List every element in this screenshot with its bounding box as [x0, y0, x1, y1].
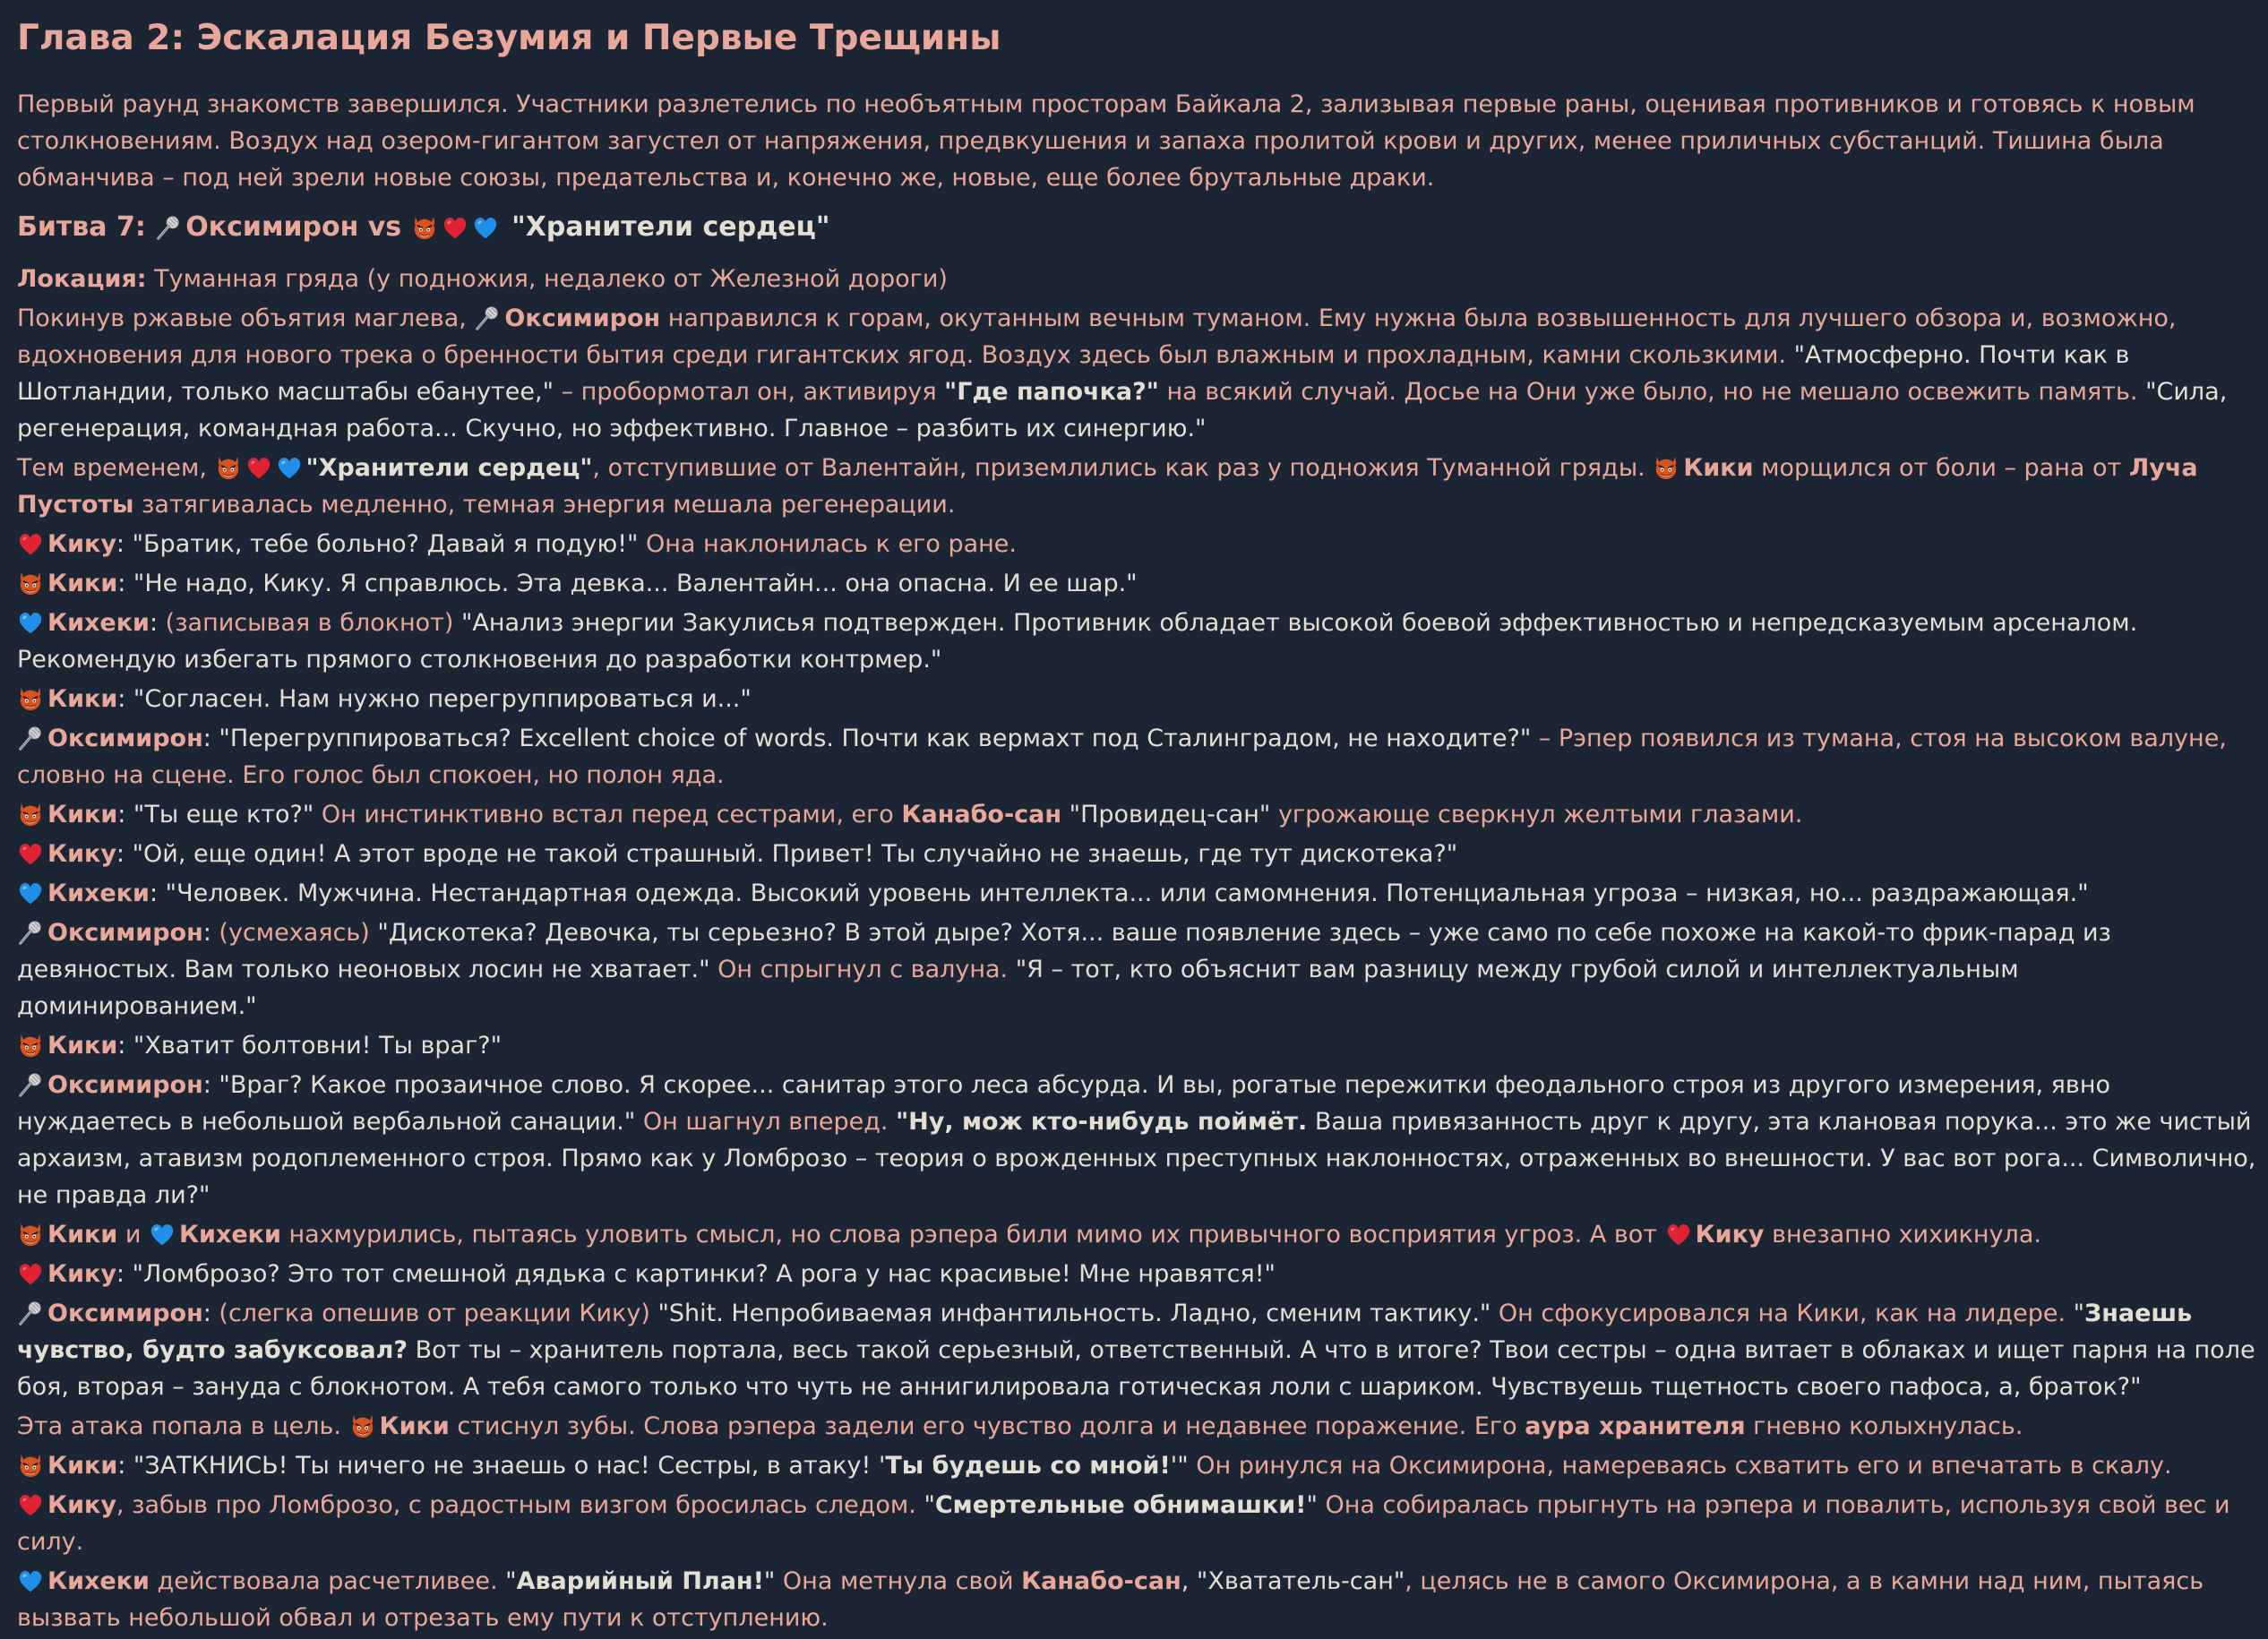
- red-heart-icon: [442, 214, 468, 241]
- quote: "Перегруппироваться? Excellent choice of words. Почти как вермахт под Сталинградом, не находите?": [219, 725, 1532, 752]
- dialogue-line: Кихеки: (записывая в блокнот) "Анализ энергии Закулисья подтвержден. Противник обладает высокой боевой эффективностью и непредсказуемым арсеналом. Рекомендую избегать прямого столкновения до разработки контрмер.": [17, 609, 2138, 674]
- demon-face-icon: [17, 685, 44, 712]
- ability-name: Аварийный План!: [516, 1567, 764, 1595]
- ability-name: "Где папочка?": [944, 378, 1159, 406]
- microphone-icon: [474, 305, 501, 331]
- text: Он спрыгнул с валуна.: [709, 956, 1016, 983]
- document: [17, 13, 2256, 1639]
- narration-paragraph: [17, 450, 2256, 523]
- dialogue-line: Кику: "Ломброзо? Это тот смешной дядька с картинки? А рога у нас красивые! Мне нравятся!": [17, 1256, 2256, 1292]
- location-value: Туманная гряда (у подножия, недалеко от Железной дороги): [146, 265, 948, 293]
- text: внезапно хихикнула.: [1764, 1221, 2041, 1249]
- battle-label: Битва 7:: [17, 211, 146, 243]
- quote: '": [1170, 1452, 1189, 1480]
- speaker-name: Кихеки: [47, 880, 150, 907]
- emphasis: "Ну, мож кто-нибудь поймёт.: [896, 1108, 1308, 1136]
- text: Она собиралась прыгнуть на рэпера и повалить, используя свой вес и силу.: [17, 1491, 2230, 1556]
- microphone-icon: [17, 1300, 44, 1326]
- location-label: Локация:: [17, 265, 147, 293]
- quote: "Не надо, Кику. Я справлюсь. Эта девка... Валентайн... она опасна. И ее шар.": [133, 570, 1138, 597]
- speaker-name: Оксимирон: [47, 725, 203, 752]
- blue-heart-icon: [17, 880, 44, 906]
- ability-name: Ты будешь со мной!: [885, 1452, 1171, 1480]
- quote: "Человек. Мужчина. Нестандартная одежда. Высокий уровень интеллекта... или самомнения. Потенциальная угроза – низкая, но... раздражающая.": [165, 880, 2089, 907]
- speaker-name: Кики: [47, 801, 118, 828]
- text: и: [117, 1221, 149, 1249]
- narration-paragraph: [17, 1563, 2256, 1636]
- quote: ": [505, 1567, 517, 1595]
- dialogue-line: Оксимирон: "Враг? Какое прозаичное слово. Я скорее... санитар этого леса абсурда. И вы, рогатые пережитки феодального строя из другого измерения, явно нуждаетесь в небольшой вербальной санации." Он шагнул вперед. "Ну, мож кто-нибудь поймёт. Ваша привязанность друг к другу, эта клановая порука... это же чистый архаизм, атавизм родоплеменного строя. Прямо как у Ломброзо – теория о врожденных преступных наклонностях, отраженных во внешности. У вас вот рога... Символично, не правда ли?": [17, 1071, 2256, 1209]
- quote: ": [1306, 1491, 1318, 1519]
- narration-paragraph: [17, 1216, 2256, 1253]
- text: – Рэпер появился из тумана, стоя на высоком валуне, словно на сцене. Его голос был спокоен, но полон яда.: [17, 725, 2227, 789]
- text: Эта атака попала в цель.: [17, 1412, 349, 1440]
- quote: ": [763, 1567, 776, 1595]
- demon-face-icon: [17, 801, 44, 828]
- dialogue-line: Кихеки: "Человек. Мужчина. Нестандартная одежда. Высокий уровень интеллекта... или самомнения. Потенциальная угроза – низкая, но... раздражающая.": [17, 875, 2256, 912]
- quote: "Ломброзо? Это тот смешной дядька с картинки? А рога у нас красивые! Мне нравятся!": [132, 1260, 1276, 1288]
- red-heart-icon: [17, 840, 44, 867]
- text: – пробормотал он, активируя: [554, 378, 945, 406]
- text: затягивалась медленно, темная энергия мешала регенерации.: [133, 491, 956, 519]
- narration-paragraph: [17, 300, 2256, 447]
- dialogue-line: Кики: "Хватит болтовни! Ты враг?": [17, 1027, 2256, 1064]
- quote: "Атмосферно. Почти как в Шотландии, только масштабы ебанутее,": [17, 341, 2130, 406]
- quote: "Хватит болтовни! Ты враг?": [133, 1032, 502, 1060]
- character-name: Кихеки: [178, 1221, 281, 1249]
- quote: "Провидец-сан": [1061, 801, 1271, 828]
- dialogue-line: Кику: "Братик, тебе больно? Давай я подую!" Она наклонилась к его ране.: [17, 526, 2256, 562]
- microphone-icon: [17, 1071, 44, 1098]
- demon-face-icon: [17, 1221, 44, 1248]
- speaker-name: Оксимирон: [47, 919, 203, 947]
- text: Он сфокусировался на Кики, как на лидере.: [1491, 1300, 2074, 1327]
- quote: Ваша привязанность друг к другу, эта клановая порука... это же чистый архаизм, атавизм родоплеменного строя. Прямо как у Ломброзо – теория о врожденных преступных наклонностях, отраженных во внешности. У вас вот рога... Символично, не правда ли?": [17, 1108, 2256, 1209]
- speaker-name: Кику: [47, 530, 116, 558]
- quote: "Согласен. Нам нужно перегруппироваться и...": [133, 685, 752, 713]
- quote: ": [2073, 1300, 2085, 1327]
- weapon-name: Канабо-сан: [901, 801, 1062, 828]
- battle-heading: [17, 205, 2256, 250]
- character-name: Оксимирон: [504, 305, 661, 332]
- quote: "Я – тот, кто объяснит вам разницу между грубой силой и интеллектуальным доминированием.": [17, 956, 2019, 1020]
- dialogue-line: Оксимирон: (слегка опешив от реакции Кику) "Shit. Непробиваемая инфантильность. Ладно, сменим тактику." Он сфокусировался на Кики, как на лидере. "Знаешь чувство, будто забуксовал? Вот ты – хранитель портала, весь такой серьезный, ответственный. А что в итоге? Твои сестры – одна витает в облаках и ищет парня на поле боя, вторая – зануда с блокнотом. А тебя самого только что чуть не аннигилировала готическая лоли с шариком. Чувствуешь тщетность своего пафоса, а, браток?": [17, 1300, 2255, 1401]
- blue-heart-icon: [17, 609, 44, 636]
- text: гневно колыхнулась.: [1745, 1412, 2023, 1440]
- quote: "Братик, тебе больно? Давай я подую!": [132, 530, 639, 558]
- text: морщился от боли – рана от: [1753, 454, 2129, 482]
- weapon-name: Канабо-сан: [1021, 1567, 1181, 1595]
- red-heart-icon: [245, 454, 272, 481]
- text: (слегка опешив от реакции Кику): [210, 1300, 658, 1327]
- text: направился к горам, окутанным вечным туманом. Ему нужна была возвышенность для лучшего обзора и, возможно, вдохновения для нового трека о бренности бытия среди гигантских ягод. Воздух здесь был влажным и прохладным, камни скользкими.: [17, 305, 2177, 369]
- character-name: Кики: [379, 1412, 450, 1440]
- quote: ": [924, 1491, 935, 1519]
- red-heart-icon: [1665, 1221, 1692, 1248]
- speaker-name: Оксимирон: [47, 1071, 203, 1099]
- speaker-name: Оксимирон: [47, 1300, 203, 1327]
- microphone-icon: [17, 919, 44, 946]
- demon-face-icon: [17, 1452, 44, 1479]
- quote: "Ой, еще один! А этот вроде не такой страшный. Привет! Ты случайно не знаешь, где тут дискотека?": [132, 840, 1458, 868]
- demon-face-icon: [17, 1032, 44, 1059]
- text: (усмехаясь): [210, 919, 378, 947]
- text: Она наклонилась к его ране.: [638, 530, 1017, 558]
- chapter-title: Глава 2: Эскалация Безумия и Первые Трещины: [17, 18, 1001, 58]
- quote: "Ты еще кто?": [133, 801, 314, 828]
- text: , отступившие от Валентайн, приземлились как раз у подножия Туманной гряды.: [592, 454, 1654, 482]
- demon-face-icon: [17, 570, 44, 596]
- blue-heart-icon: [472, 214, 499, 241]
- dialogue-line: Кики: "Ты еще кто?" Он инстинктивно встал перед сестрами, его Канабо-сан "Провидец-сан" угрожающе сверкнул желтыми глазами.: [17, 796, 2256, 833]
- group-name: "Хранители сердец": [305, 454, 593, 482]
- character-name: Кики: [1683, 454, 1754, 482]
- speaker-name: Кики: [47, 1032, 118, 1060]
- location-line: [17, 261, 2256, 297]
- demon-face-icon: [411, 214, 438, 241]
- quote: "Дискотека? Девочка, ты серьезно? В этой дыре? Хотя... ваше появление здесь – уже само по себе похоже на какой-то фрик-парад из девяностых. Вам только неоновых лосин не хватает.": [17, 919, 2111, 983]
- speaker-name: Кики: [47, 570, 118, 597]
- demon-face-icon: [349, 1412, 376, 1439]
- speaker-name: Кихеки: [47, 609, 150, 637]
- microphone-icon: [17, 725, 44, 751]
- battle-fighter1: Оксимирон vs: [185, 211, 402, 243]
- blue-heart-icon: [17, 1567, 44, 1594]
- quote: "ЗАТКНИСЬ! Ты ничего не знаешь о нас! Сестры, в атаку! ': [133, 1452, 886, 1480]
- text: действовала расчетливее.: [149, 1567, 506, 1595]
- blue-heart-icon: [149, 1221, 176, 1248]
- demon-face-icon: [215, 454, 242, 481]
- text: Он шагнул вперед.: [635, 1108, 897, 1136]
- speaker-name: Кики: [47, 685, 118, 713]
- microphone-icon: [155, 214, 182, 241]
- character-name: Кики: [47, 1221, 118, 1249]
- text: Тем временем,: [17, 454, 215, 482]
- character-name: Кику: [47, 1491, 116, 1519]
- speaker-name: Кики: [47, 1452, 118, 1480]
- text: Покинув ржавые объятия маглева,: [17, 305, 475, 332]
- quote: "Враг? Какое прозаичное слово. Я скорее... санитар этого леса абсурда. И вы, рогатые пережитки феодального строя из другого измерения, явно нуждаетесь в небольшой вербальной санации.": [17, 1071, 2110, 1136]
- text: (записывая в блокнот): [158, 609, 461, 637]
- dialogue-line: Кики: "ЗАТКНИСЬ! Ты ничего не знаешь о нас! Сестры, в атаку! 'Ты будешь со мной!'" Он ринулся на Оксимирона, намереваясь схватить его и впечатать в скалу.: [17, 1447, 2256, 1484]
- red-heart-icon: [17, 1491, 44, 1518]
- intro-paragraph: Первый раунд знакомств завершился. Участники разлетелись по необъятным просторам Байкала 2, зализывая первые раны, оценивая противников и готовясь к новым столкновениям. Воздух над озером-гигантом загустел от напряжения, предвкушения и запаха пролитой крови и других, менее приличных субстанций. Тишина была обманчива – под ней зрели новые союзы, предательства и, конечно же, новые, еще более брутальные драки.: [17, 90, 2195, 192]
- text: на всякий случай. Досье на Они уже было, но не мешало освежить память.: [1158, 378, 2146, 406]
- narration-paragraph: [17, 1408, 2256, 1445]
- red-heart-icon: [17, 1260, 44, 1287]
- text: , забыв про Ломброзо, с радостным визгом бросилась следом.: [116, 1491, 924, 1519]
- dialogue-line: Оксимирон: "Перегруппироваться? Excellent choice of words. Почти как вермахт под Сталинградом, не находите?" – Рэпер появился из тумана, стоя на высоком валуне, словно на сцене. Его голос был спокоен, но полон яда.: [17, 725, 2227, 789]
- text: Она метнула свой: [775, 1567, 1022, 1595]
- text: стиснул зубы. Слова рэпера задели его чувство долга и недавнее поражение. Его: [449, 1412, 1525, 1440]
- quote: "Анализ энергии Закулисья подтвержден. Противник обладает высокой боевой эффективностью и непредсказуемым арсеналом. Рекомендую избегать прямого столкновения до разработки контрмер.": [17, 609, 2138, 674]
- quote: "Shit. Непробиваемая инфантильность. Ладно, сменим тактику.": [657, 1300, 1491, 1327]
- dialogue-line: Кику: "Ой, еще один! А этот вроде не такой страшный. Привет! Ты случайно не знаешь, где тут дискотека?": [17, 836, 2256, 872]
- text: угрожающе сверкнул желтыми глазами.: [1270, 801, 1803, 828]
- blue-heart-icon: [276, 454, 303, 481]
- red-heart-icon: [17, 530, 44, 557]
- emphasis: Знаешь чувство, будто забуксовал?: [17, 1300, 2193, 1364]
- ability-name: Луча Пустоты: [17, 454, 2198, 519]
- battle-fighter2: "Хранители сердец": [511, 211, 830, 243]
- speaker-name: Кику: [47, 1260, 116, 1288]
- character-name: Кику: [1695, 1221, 1765, 1249]
- speaker-name: Кику: [47, 840, 116, 868]
- text: нахмурились, пытаясь уловить смысл, но слова рэпера били мимо их привычного восприятия угроз. А вот: [280, 1221, 1665, 1249]
- quote: "Сила, регенерация, командная работа... Скучно, но эффективно. Главное – разбить их синергию.": [17, 378, 2228, 442]
- dialogue-line: Оксимирон: (усмехаясь) "Дискотека? Девочка, ты серьезно? В этой дыре? Хотя... ваше появление здесь – уже само по себе похоже на какой-то фрик-парад из девяностых. Вам только неоновых лосин не хватает." Он спрыгнул с валуна. "Я – тот, кто объяснит вам разницу между грубой силой и интеллектуальным доминированием.": [17, 919, 2111, 1020]
- character-name: Кихеки: [47, 1567, 150, 1595]
- dialogue-line: Кики: "Не надо, Кику. Я справлюсь. Эта девка... Валентайн... она опасна. И ее шар.": [17, 565, 2256, 602]
- quote: , "Хвататель-сан": [1181, 1567, 1405, 1595]
- ability-name: аура хранителя: [1525, 1412, 1746, 1440]
- text: Он инстинктивно встал перед сестрами, его: [314, 801, 902, 828]
- text: , целясь не в самого Оксимирона, а в камни над ним, пытаясь вызвать небольшой обвал и отрезать ему пути к отступлению.: [17, 1567, 2204, 1632]
- dialogue-line: Кики: "Согласен. Нам нужно перегруппироваться и...": [17, 681, 2256, 717]
- text: Он ринулся на Оксимирона, намереваясь схватить его и впечатать в скалу.: [1188, 1452, 2172, 1480]
- demon-face-icon: [1653, 454, 1680, 481]
- ability-name: Смертельные обнимашки!: [934, 1491, 1307, 1519]
- quote: Вот ты – хранитель портала, весь такой серьезный, ответственный. А что в итоге? Твои сестры – одна витает в облаках и ищет парня на поле боя, вторая – зануда с блокнотом. А тебя самого только что чуть не аннигилировала готическая лоли с шариком. Чувствуешь тщетность своего пафоса, а, браток?": [17, 1336, 2255, 1401]
- dialogue-line: [17, 1487, 2256, 1560]
